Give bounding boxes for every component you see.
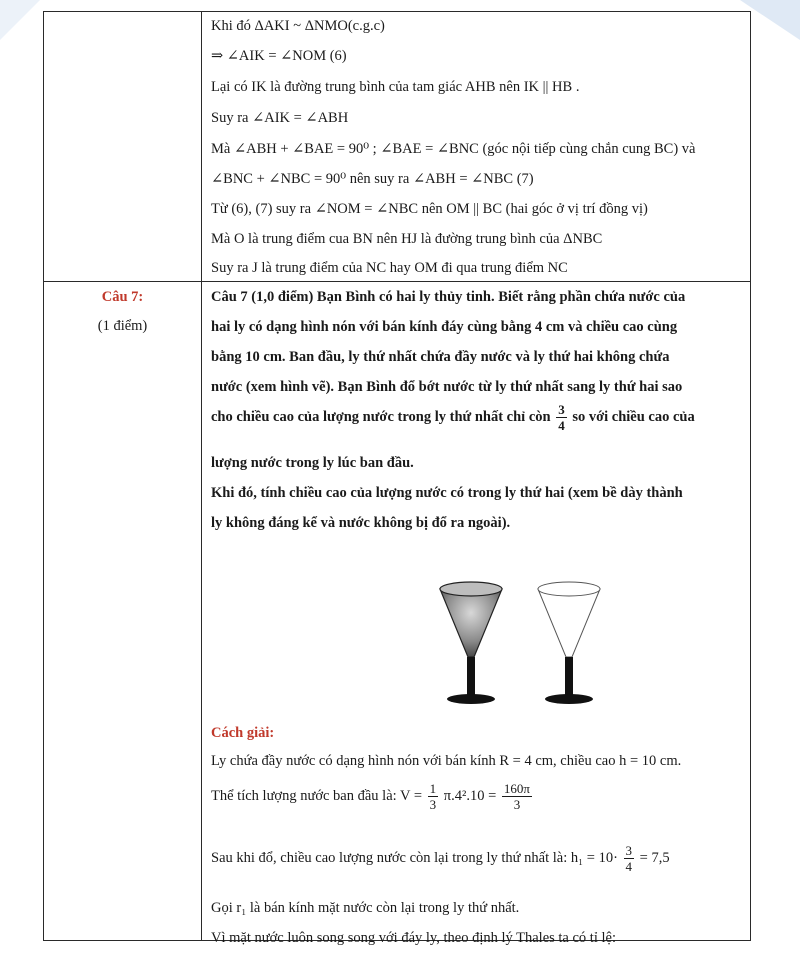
fraction-volume-result: [502, 781, 532, 812]
question-line-8: ly không đáng kể và nước không bị đổ ra ngoài).: [211, 515, 511, 531]
question-line-2: hai ly có dạng hình nón với bán kính đáy cùng bằng 4 cm và chiều cao cùng: [211, 319, 678, 335]
empty-glass-icon: [538, 582, 600, 704]
proof-line-4: Suy ra ∠AIK = ∠ABH: [211, 110, 349, 126]
answer-table: [43, 11, 751, 946]
fraction-numerator: 160π: [503, 781, 530, 796]
volume-text: Thể tích lượng nước ban đầu là: V =: [211, 787, 423, 804]
question-line-1: Câu 7 (1,0 điểm) Bạn Bình có hai ly thủy tinh. Biết rằng phần chứa nước của: [211, 289, 686, 305]
proof-line-3: Lại có IK là đường trung bình của tam giác AHB nên IK || HB .: [211, 79, 580, 95]
solution-line-2: [211, 781, 534, 812]
question-number: Câu 7:: [101, 289, 144, 305]
fraction-denominator: 4: [625, 859, 633, 874]
question-points: (1 điểm): [97, 318, 148, 334]
question-line-5-start: cho chiều cao của lượng nước trong ly thứ nhất chỉ còn: [211, 408, 551, 425]
question-line-5: [211, 402, 695, 433]
question-line-6: lượng nước trong ly lúc ban đầu.: [211, 455, 414, 471]
fraction-denominator: 3: [513, 797, 521, 812]
fraction-three-quarters: [556, 402, 567, 433]
solution-line-3: [211, 843, 670, 874]
fraction-numerator: 3: [625, 843, 633, 858]
fraction-denominator: 4: [558, 418, 565, 433]
height-text: Sau khi đổ, chiều cao lượng nước còn lại trong ly thứ nhất là: h₁ = 10·: [211, 849, 618, 866]
question-label-cell: [44, 281, 201, 335]
fraction-denominator: 3: [429, 797, 437, 812]
solution-line-4: Gọi r₁ là bán kính mặt nước còn lại trong ly thứ nhất.: [211, 900, 520, 916]
volume-expression: π.4².10 =: [443, 787, 497, 804]
question-line-7: Khi đó, tính chiều cao của lượng nước có trong ly thứ hai (xem bề dày thành: [211, 485, 683, 501]
fraction-three-quarters-solution: [624, 843, 635, 874]
proof-line-7: Từ (6), (7) suy ra ∠NOM = ∠NBC nên OM || BC (hai góc ở vị trí đồng vị): [211, 201, 648, 217]
proof-line-1: Khi đó ΔAKI ~ ΔNMO(c.g.c): [211, 18, 385, 34]
full-glass-icon: [440, 582, 502, 704]
fraction-numerator: 1: [429, 781, 437, 796]
solution-line-1: Ly chứa đầy nước có dạng hình nón với bán kính R = 4 cm, chiều cao h = 10 cm.: [211, 753, 682, 769]
proof-line-2: ⇒ ∠AIK = ∠NOM (6): [211, 48, 347, 64]
height-result: = 7,5: [639, 849, 670, 866]
column-divider: [201, 12, 202, 940]
proof-line-5: Mà ∠ABH + ∠BAE = 90⁰ ; ∠BAE = ∠BNC (góc nội tiếp cùng chắn cung BC) và: [211, 141, 696, 157]
question-line-3: bằng 10 cm. Ban đầu, ly thứ nhất chứa đầy nước và ly thứ hai không chứa: [211, 349, 670, 365]
fraction-one-third: [428, 781, 439, 812]
solution-heading: Cách giải:: [211, 725, 275, 741]
two-glasses-illustration: [436, 577, 606, 717]
question-line-5-end: so với chiều cao của: [572, 408, 695, 425]
fraction-numerator: 3: [558, 402, 565, 417]
proof-line-8: Mà O là trung điểm cua BN nên HJ là đường trung bình của ΔNBC: [211, 231, 603, 247]
corner-decoration-left: [0, 0, 40, 40]
solution-line-5: Vì mặt nước luôn song song với đáy ly, theo định lý Thales ta có tỉ lệ:: [211, 930, 616, 946]
proof-line-6: ∠BNC + ∠NBC = 90⁰ nên suy ra ∠ABH = ∠NBC (7): [211, 171, 534, 187]
question-line-4: nước (xem hình vẽ). Bạn Bình đổ bớt nước từ ly thứ nhất sang ly thứ hai sao: [211, 379, 683, 395]
proof-line-9: Suy ra J là trung điểm của NC hay OM đi qua trung điểm NC: [211, 260, 568, 276]
